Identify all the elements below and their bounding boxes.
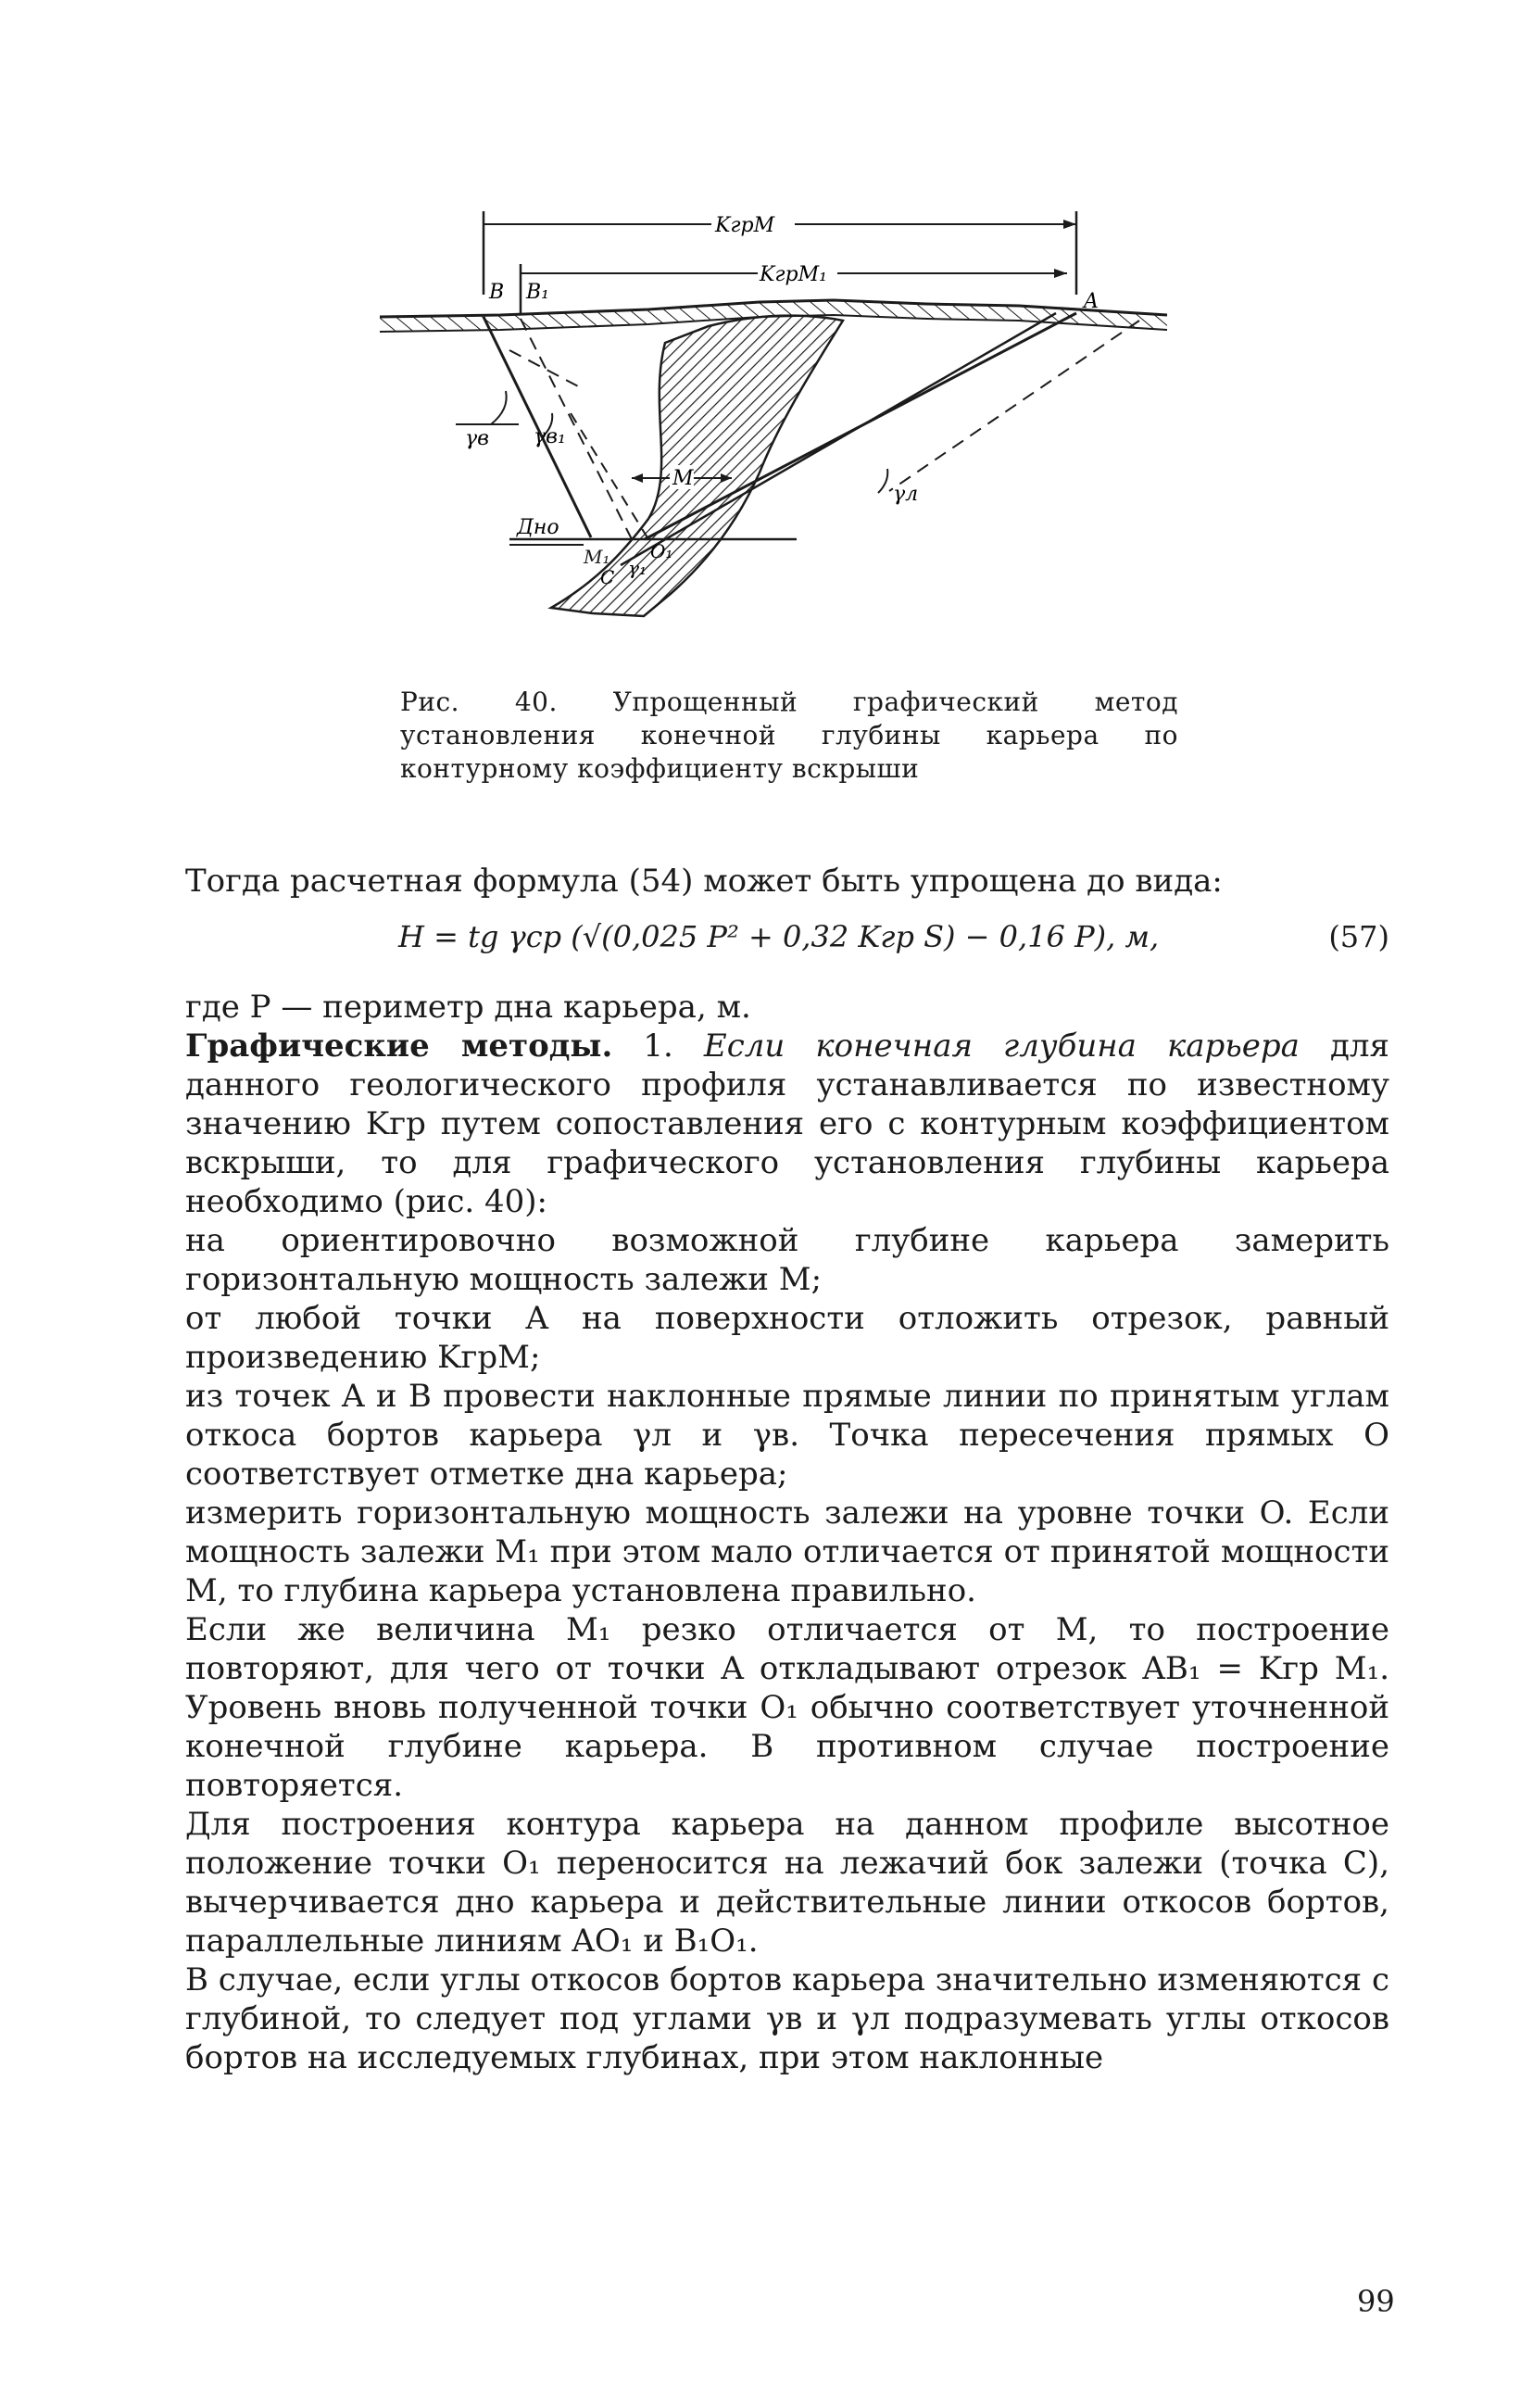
paragraph-step-2: от любой точки A на поверхности отложить отрезок, равный произведению KгрM; [185,1300,1389,1376]
paragraph-step-3: из точек A и B провести наклонные прямые линии по принятым углам откоса бортов карьера γл и γв. Точка пересечения прямых O соответствует отметке дна карьера; [185,1378,1389,1493]
body-text [185,862,1389,2077]
paragraph-step-4: измерить горизонтальную мощность залежи на уровне точки O. Если мощность залежи M₁ при этом мало отличается от принятой мощности M, то глубина карьера установлена правильно. [185,1494,1389,1609]
ore-body [551,316,843,616]
label-gamma1: γ₁ [628,557,647,579]
graphical-methods-heading: Графические методы. [185,1027,613,1065]
label-M: M [672,467,694,490]
paragraph-where: где P — периметр дна карьера, м. [185,989,751,1026]
label-A: A [1084,290,1099,313]
label-B: B [489,281,505,304]
paragraph-intro [185,862,1389,901]
paragraph-angles: В случае, если углы откосов бортов карьера значительно изменяются с глубиной, то следует под углами γв и γл подразумевать углы откосов бортов на исследуемых глубинах, при этом наклонные [185,1961,1389,2076]
paragraph-repeat: Если же величина M₁ резко отличается от M, то построение повторяют, для чего от точки A откладывают отрезок AB₁ = Kгр M₁. Уровень вновь полученной точки O₁ обычно соответствует уточненной конечной глубине карьера. В противном случае построение повторяется. [185,1611,1389,1804]
figure-40-diagram [371,195,1186,667]
formula-57 [185,910,1389,969]
label-KgrM1: KгрM₁ [760,263,827,286]
graphical-methods-italic: Если конечная глубина карьера [703,1027,1300,1065]
label-KgrM: KгрM [715,214,775,237]
formula-number: (57) [1328,919,1389,954]
label-gamma-v1: γв₁ [534,425,566,448]
paragraph-contour: Для построения контура карьера на данном профиле высотное положение точки O₁ переносится на лежачий бок залежи (точка C), вычерчивается дно карьера и действительные линии откосов бортов, параллельные линиям AO₁ и B₁O₁. [185,1806,1389,1960]
label-gamma-l: γл [893,483,919,506]
page-number: 99 [1357,2284,1395,2319]
graphical-methods-text: для данного геологического профиля устанавливается по известному значению Kгр путем сопоставления его с контурным коэффициентом вскрыши, то для графического установления глубины карьера необходимо (рис. 40): [185,1027,1389,1220]
paragraph-graphical-methods [185,1027,1389,1221]
figure-caption: Рис. 40. Упрощенный графический метод установления конечной глубины карьера по контурному коэффициенту вскрыши [400,687,1178,784]
formula-expression: H = tg γср (√(0,025 P² + 0,32 Kгр S) − 0,16 P), м, [398,919,1160,954]
label-gamma-v: γв [465,427,489,450]
label-dno: Дно [517,516,559,539]
graphical-methods-number: 1. [643,1027,673,1065]
intro-text: Тогда расчетная формула (54) может быть упрощена до вида: [185,863,1223,900]
label-C: C [600,566,615,588]
paragraph-step-1: на ориентировочно возможной глубине карьера замерить горизонтальную мощность залежи M; [185,1222,1389,1298]
label-O1: O₁ [650,540,673,562]
label-M1: M₁ [584,546,610,568]
label-B1: B₁ [526,281,549,304]
dashed-left-upper [509,350,584,389]
